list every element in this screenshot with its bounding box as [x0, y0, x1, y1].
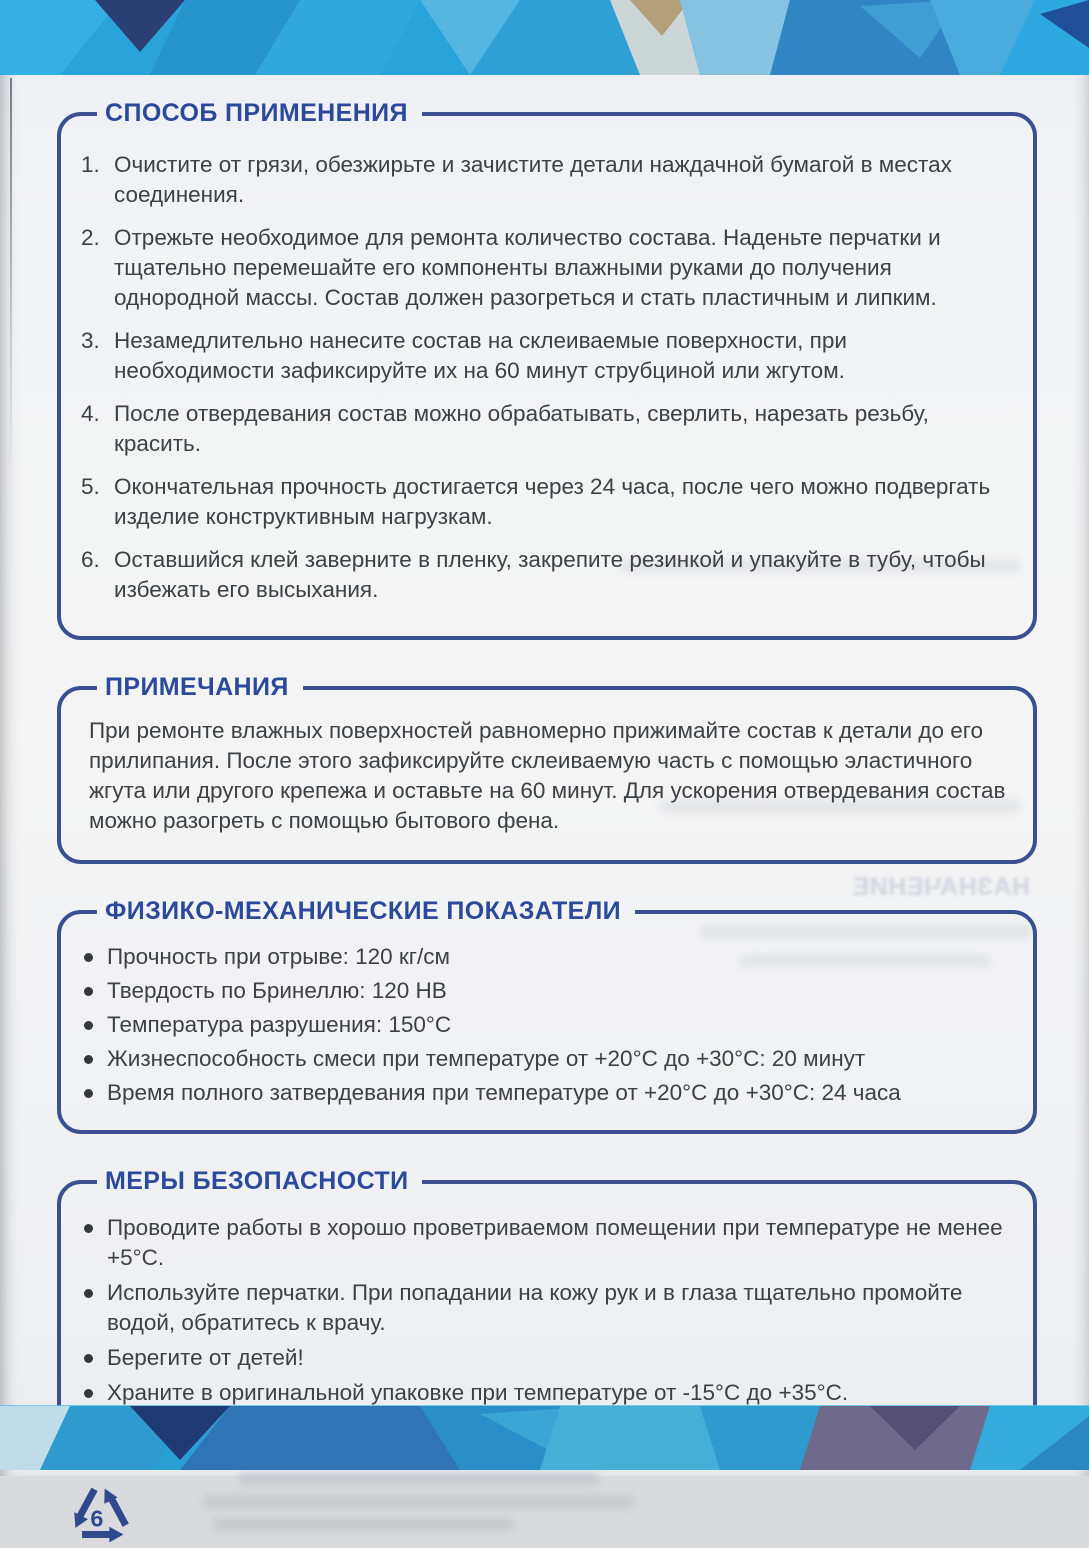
list-item — [81, 976, 1009, 1006]
bleed-through-heading: НАЗНАЧЕНИЕ — [852, 873, 1030, 901]
top-polygon-band — [0, 0, 1089, 75]
list-item — [81, 1078, 1009, 1108]
list-item — [81, 1343, 1009, 1373]
section-application-title: СПОСОБ ПРИМЕНЕНИЯ — [105, 99, 408, 127]
list-item — [81, 1044, 1009, 1074]
physical-properties — [81, 942, 1009, 1108]
bottom-polygon-band — [0, 1406, 1089, 1470]
list-item — [81, 1213, 1009, 1273]
step-text: Окончательная прочность достигается через 24 часа, после чего можно подвергать изделие конструктивным нагрузкам. — [114, 474, 991, 529]
application-steps — [81, 150, 1009, 605]
footer — [61, 1468, 1037, 1548]
step-text: Оставшийся клей заверните в пленку, закрепите резинкой и упакуйте в тубу, чтобы избежать его высыхания. — [114, 547, 986, 602]
notes-paragraph: При ремонте влажных поверхностей равномерно прижимайте состав к детали до его прилипания. После этого зафиксируйте склеиваемую часть с помощью эластичного жгута или другого крепежа и оставьте на 60 минут. Для ускорения отвердевания состав можно разогреть с помощью бытового фена. — [89, 718, 1006, 833]
step-text: Отрежьте необходимое для ремонта количество состава. Наденьте перчатки и тщательно перемешайте его компоненты влажными руками до получения однородной массы. Состав должен разогреться и стать пластичным и липким. — [114, 225, 941, 310]
safety-rules — [81, 1213, 1009, 1408]
rule-text: Храните в оригинальной упаковке при температуре от -15°C до +35°C. — [107, 1380, 849, 1405]
section-notes-title: ПРИМЕЧАНИЯ — [105, 673, 289, 701]
section-safety — [57, 1167, 1037, 1435]
section-application — [57, 99, 1037, 640]
list-item — [81, 1278, 1009, 1338]
property-text: Твердость по Бринеллю: 120 HB — [107, 978, 447, 1003]
section-physical — [57, 897, 1037, 1134]
list-item — [81, 942, 1009, 972]
list-item — [81, 399, 1009, 459]
list-item — [81, 326, 1009, 386]
list-item — [81, 545, 1009, 605]
step-text: Незамедлительно нанесите состав на склеиваемые поверхности, при необходимости зафиксируйте их на 60 минут струбциной или жгутом. — [114, 328, 847, 383]
rule-text: Проводите работы в хорошо проветриваемом помещении при температуре не менее +5°C. — [107, 1215, 1003, 1270]
blurred-text-line — [239, 1472, 599, 1485]
step-text: Очистите от грязи, обезжирьте и зачистите детали наждачной бумагой в местах соединения. — [114, 152, 952, 207]
recycling-code-number: 6 — [90, 1505, 104, 1532]
list-item — [81, 223, 1009, 313]
rule-text: Берегите от детей! — [107, 1345, 304, 1370]
section-physical-title: ФИЗИКО-МЕХАНИЧЕСКИЕ ПОКАЗАТЕЛИ — [105, 897, 622, 925]
list-item — [81, 150, 1009, 210]
faint-fine-print — [203, 1472, 633, 1531]
list-item — [81, 1378, 1009, 1408]
blurred-text-line — [203, 1495, 633, 1508]
property-text: Прочность при отрыве: 120 кг/см — [107, 944, 450, 969]
list-item — [81, 1010, 1009, 1040]
property-text: Время полного затвердевания при температуре от +20°C до +30°C: 24 часа — [107, 1080, 901, 1105]
blurred-text-line — [213, 1518, 513, 1531]
property-text: Температура разрушения: 150°C — [107, 1012, 452, 1037]
leaflet-content — [0, 75, 1089, 1532]
list-item — [81, 472, 1009, 532]
step-text: После отвердевания состав можно обрабатывать, сверлить, нарезать резьбу, красить. — [114, 401, 929, 456]
recycling-code-6-icon — [61, 1468, 139, 1548]
property-text: Жизнеспособность смеси при температуре от +20°C до +30°C: 20 минут — [107, 1046, 866, 1071]
section-safety-title: МЕРЫ БЕЗОПАСНОСТИ — [105, 1167, 409, 1195]
section-notes — [57, 673, 1037, 864]
rule-text: Используйте перчатки. При попадании на кожу рук и в глаза тщательно промойте водой, обратитесь к врачу. — [107, 1280, 963, 1335]
